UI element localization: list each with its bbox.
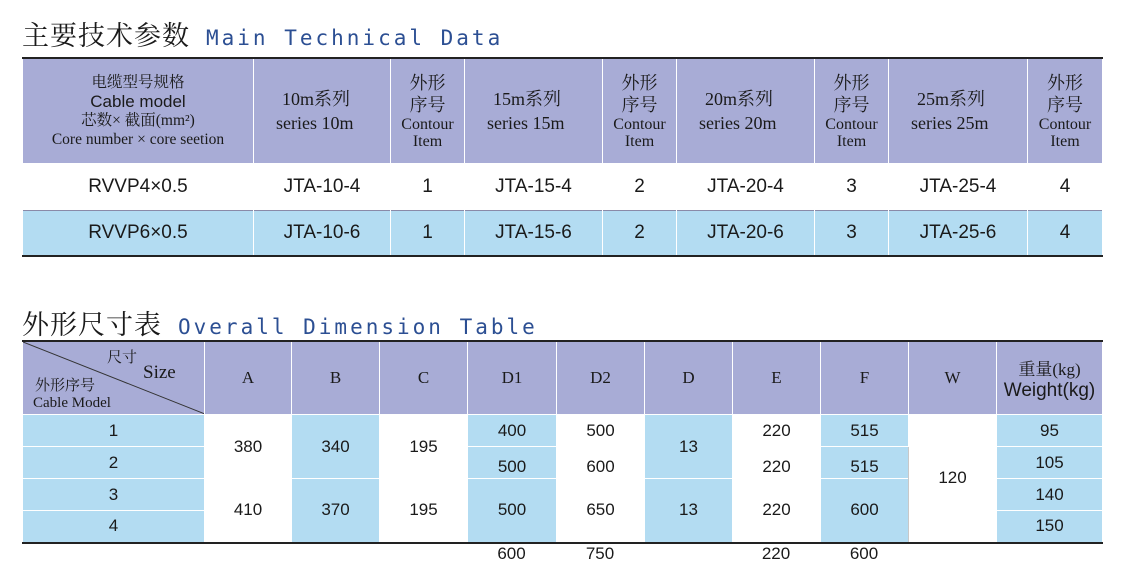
contour-item-header-4 — [1028, 58, 1103, 163]
contour-en1: Contour — [1038, 115, 1092, 133]
value-cell: 3 — [815, 210, 889, 256]
contour-zh1: 外形 — [621, 72, 658, 93]
weight-header — [997, 341, 1103, 415]
value-cell: JTA-20-6 — [677, 210, 815, 256]
value-cell: 500 — [468, 447, 557, 479]
contour-en1: Contour — [401, 115, 454, 133]
value-cell: 2 — [603, 163, 677, 210]
item-zh: 外形序号 — [35, 378, 96, 394]
weight-cell: 150 — [997, 511, 1103, 543]
table-row — [23, 163, 1103, 210]
contour-zh2: 序号 — [409, 94, 446, 115]
header-d1: D1 — [468, 341, 557, 415]
value-cell: 3 — [815, 163, 889, 210]
cable-model-header — [23, 58, 254, 163]
value-cell: JTA-10-6 — [254, 210, 391, 256]
contour-item-header-1 — [391, 58, 465, 163]
value-cell: 220 — [733, 415, 821, 447]
value-cell: 195 — [380, 415, 468, 479]
contour-en2: Item — [624, 132, 655, 150]
value-cell: 500 — [557, 415, 645, 447]
series-10m-header — [254, 58, 391, 163]
value-cell: 220 — [733, 479, 821, 543]
section2-title-zh: 外形尺寸表 — [22, 310, 162, 341]
series-25m-zh: 25m系列 — [917, 88, 986, 109]
section1-title — [22, 14, 503, 53]
series-20m-header — [677, 58, 815, 163]
cable-model-header-en: Cable model — [90, 91, 186, 111]
core-section-header-en: Core number × core seetion — [51, 130, 225, 148]
cable-model-header-zh: 电缆型号规格 — [91, 73, 185, 91]
contour-en2: Item — [1050, 132, 1080, 150]
value-cell: JTA-25-6 — [889, 210, 1028, 256]
contour-zh2: 序号 — [1047, 94, 1083, 115]
weight-cell: 95 — [997, 415, 1103, 447]
weight-header-zh: 重量(kg) — [1018, 359, 1081, 379]
weight-cell: 105 — [997, 447, 1103, 479]
table1-header-row — [23, 58, 1103, 163]
table-row — [23, 210, 1103, 256]
overflow-d2: 750 — [585, 544, 615, 563]
item-en: Cable Model — [33, 395, 111, 411]
section2-title — [22, 303, 538, 342]
value-cell: 220 — [733, 447, 821, 479]
size-zh: 尺寸 — [107, 350, 138, 366]
value-cell: 195 — [380, 479, 468, 543]
header-e: E — [733, 341, 821, 415]
value-cell: 380 — [205, 415, 292, 479]
dimension-table — [22, 340, 1103, 544]
weight-header-en: Weight(kg) — [1003, 379, 1096, 401]
series-10m-en: series 10m — [276, 112, 354, 133]
value-cell: JTA-10-4 — [254, 163, 391, 210]
series-15m-en: series 15m — [487, 112, 565, 133]
value-cell: 13 — [645, 479, 733, 543]
value-cell: 2 — [603, 210, 677, 256]
table-row — [23, 415, 1103, 447]
value-cell: 4 — [1028, 163, 1103, 210]
header-d2: D2 — [557, 341, 645, 415]
header-a: A — [205, 341, 292, 415]
series-10m-zh: 10m系列 — [282, 88, 351, 109]
contour-item-header-2 — [603, 58, 677, 163]
value-cell: 4 — [1028, 210, 1103, 256]
value-cell: JTA-20-4 — [677, 163, 815, 210]
item-cell: 1 — [23, 415, 205, 447]
item-cell: 4 — [23, 511, 205, 543]
value-cell: 400 — [468, 415, 557, 447]
value-cell: 340 — [292, 415, 380, 479]
value-cell: JTA-25-4 — [889, 163, 1028, 210]
value-cell: 410 — [205, 479, 292, 543]
contour-zh2: 序号 — [833, 94, 870, 115]
value-cell: 650 — [557, 479, 645, 543]
value-cell: 600 — [821, 479, 909, 543]
contour-item-header-3 — [815, 58, 889, 163]
header-c: C — [380, 341, 468, 415]
core-section-header-zh: 芯数× 截面(mm²) — [81, 111, 195, 129]
value-cell: 13 — [645, 415, 733, 479]
section1-title-zh: 主要技术参数 — [22, 21, 190, 52]
series-25m-header — [889, 58, 1028, 163]
series-20m-en: series 20m — [699, 112, 777, 133]
contour-en2: Item — [836, 132, 867, 150]
contour-zh2: 序号 — [621, 94, 658, 115]
value-cell: 500 — [468, 479, 557, 543]
table2-header-row — [23, 341, 1103, 415]
value-cell: 1 — [391, 163, 465, 210]
value-cell: 600 — [557, 447, 645, 479]
value-cell: 515 — [821, 415, 909, 447]
value-cell: 1 — [391, 210, 465, 256]
header-b: B — [292, 341, 380, 415]
w-value-cell: 120 — [909, 415, 997, 543]
series-15m-zh: 15m系列 — [493, 88, 562, 109]
section1-title-en: Main Technical Data — [206, 26, 504, 50]
header-d: D — [645, 341, 733, 415]
value-cell: JTA-15-4 — [465, 163, 603, 210]
value-cell: 515 — [821, 447, 909, 479]
section2-title-en: Overall Dimension Table — [178, 315, 538, 339]
overflow-e: 220 — [761, 544, 791, 563]
item-cell: 3 — [23, 479, 205, 511]
contour-en1: Contour — [613, 115, 666, 133]
header-w: W — [909, 341, 997, 415]
value-cell: 370 — [292, 479, 380, 543]
contour-zh1: 外形 — [409, 72, 446, 93]
size-en: Size — [143, 362, 176, 383]
series-20m-zh: 20m系列 — [705, 88, 774, 109]
model-cell: RVVP4×0.5 — [23, 163, 254, 210]
overflow-f: 600 — [849, 544, 879, 563]
corner-header — [23, 341, 205, 415]
model-cell: RVVP6×0.5 — [23, 210, 254, 256]
overflow-d1: 600 — [497, 544, 526, 563]
contour-en2: Item — [412, 132, 443, 150]
main-technical-table — [22, 57, 1103, 257]
header-f: F — [821, 341, 909, 415]
item-cell: 2 — [23, 447, 205, 479]
contour-en1: Contour — [825, 115, 878, 133]
series-25m-en: series 25m — [911, 112, 989, 133]
value-cell: JTA-15-6 — [465, 210, 603, 256]
contour-zh1: 外形 — [833, 72, 870, 93]
contour-zh1: 外形 — [1047, 72, 1083, 93]
weight-cell: 140 — [997, 479, 1103, 511]
series-15m-header — [465, 58, 603, 163]
